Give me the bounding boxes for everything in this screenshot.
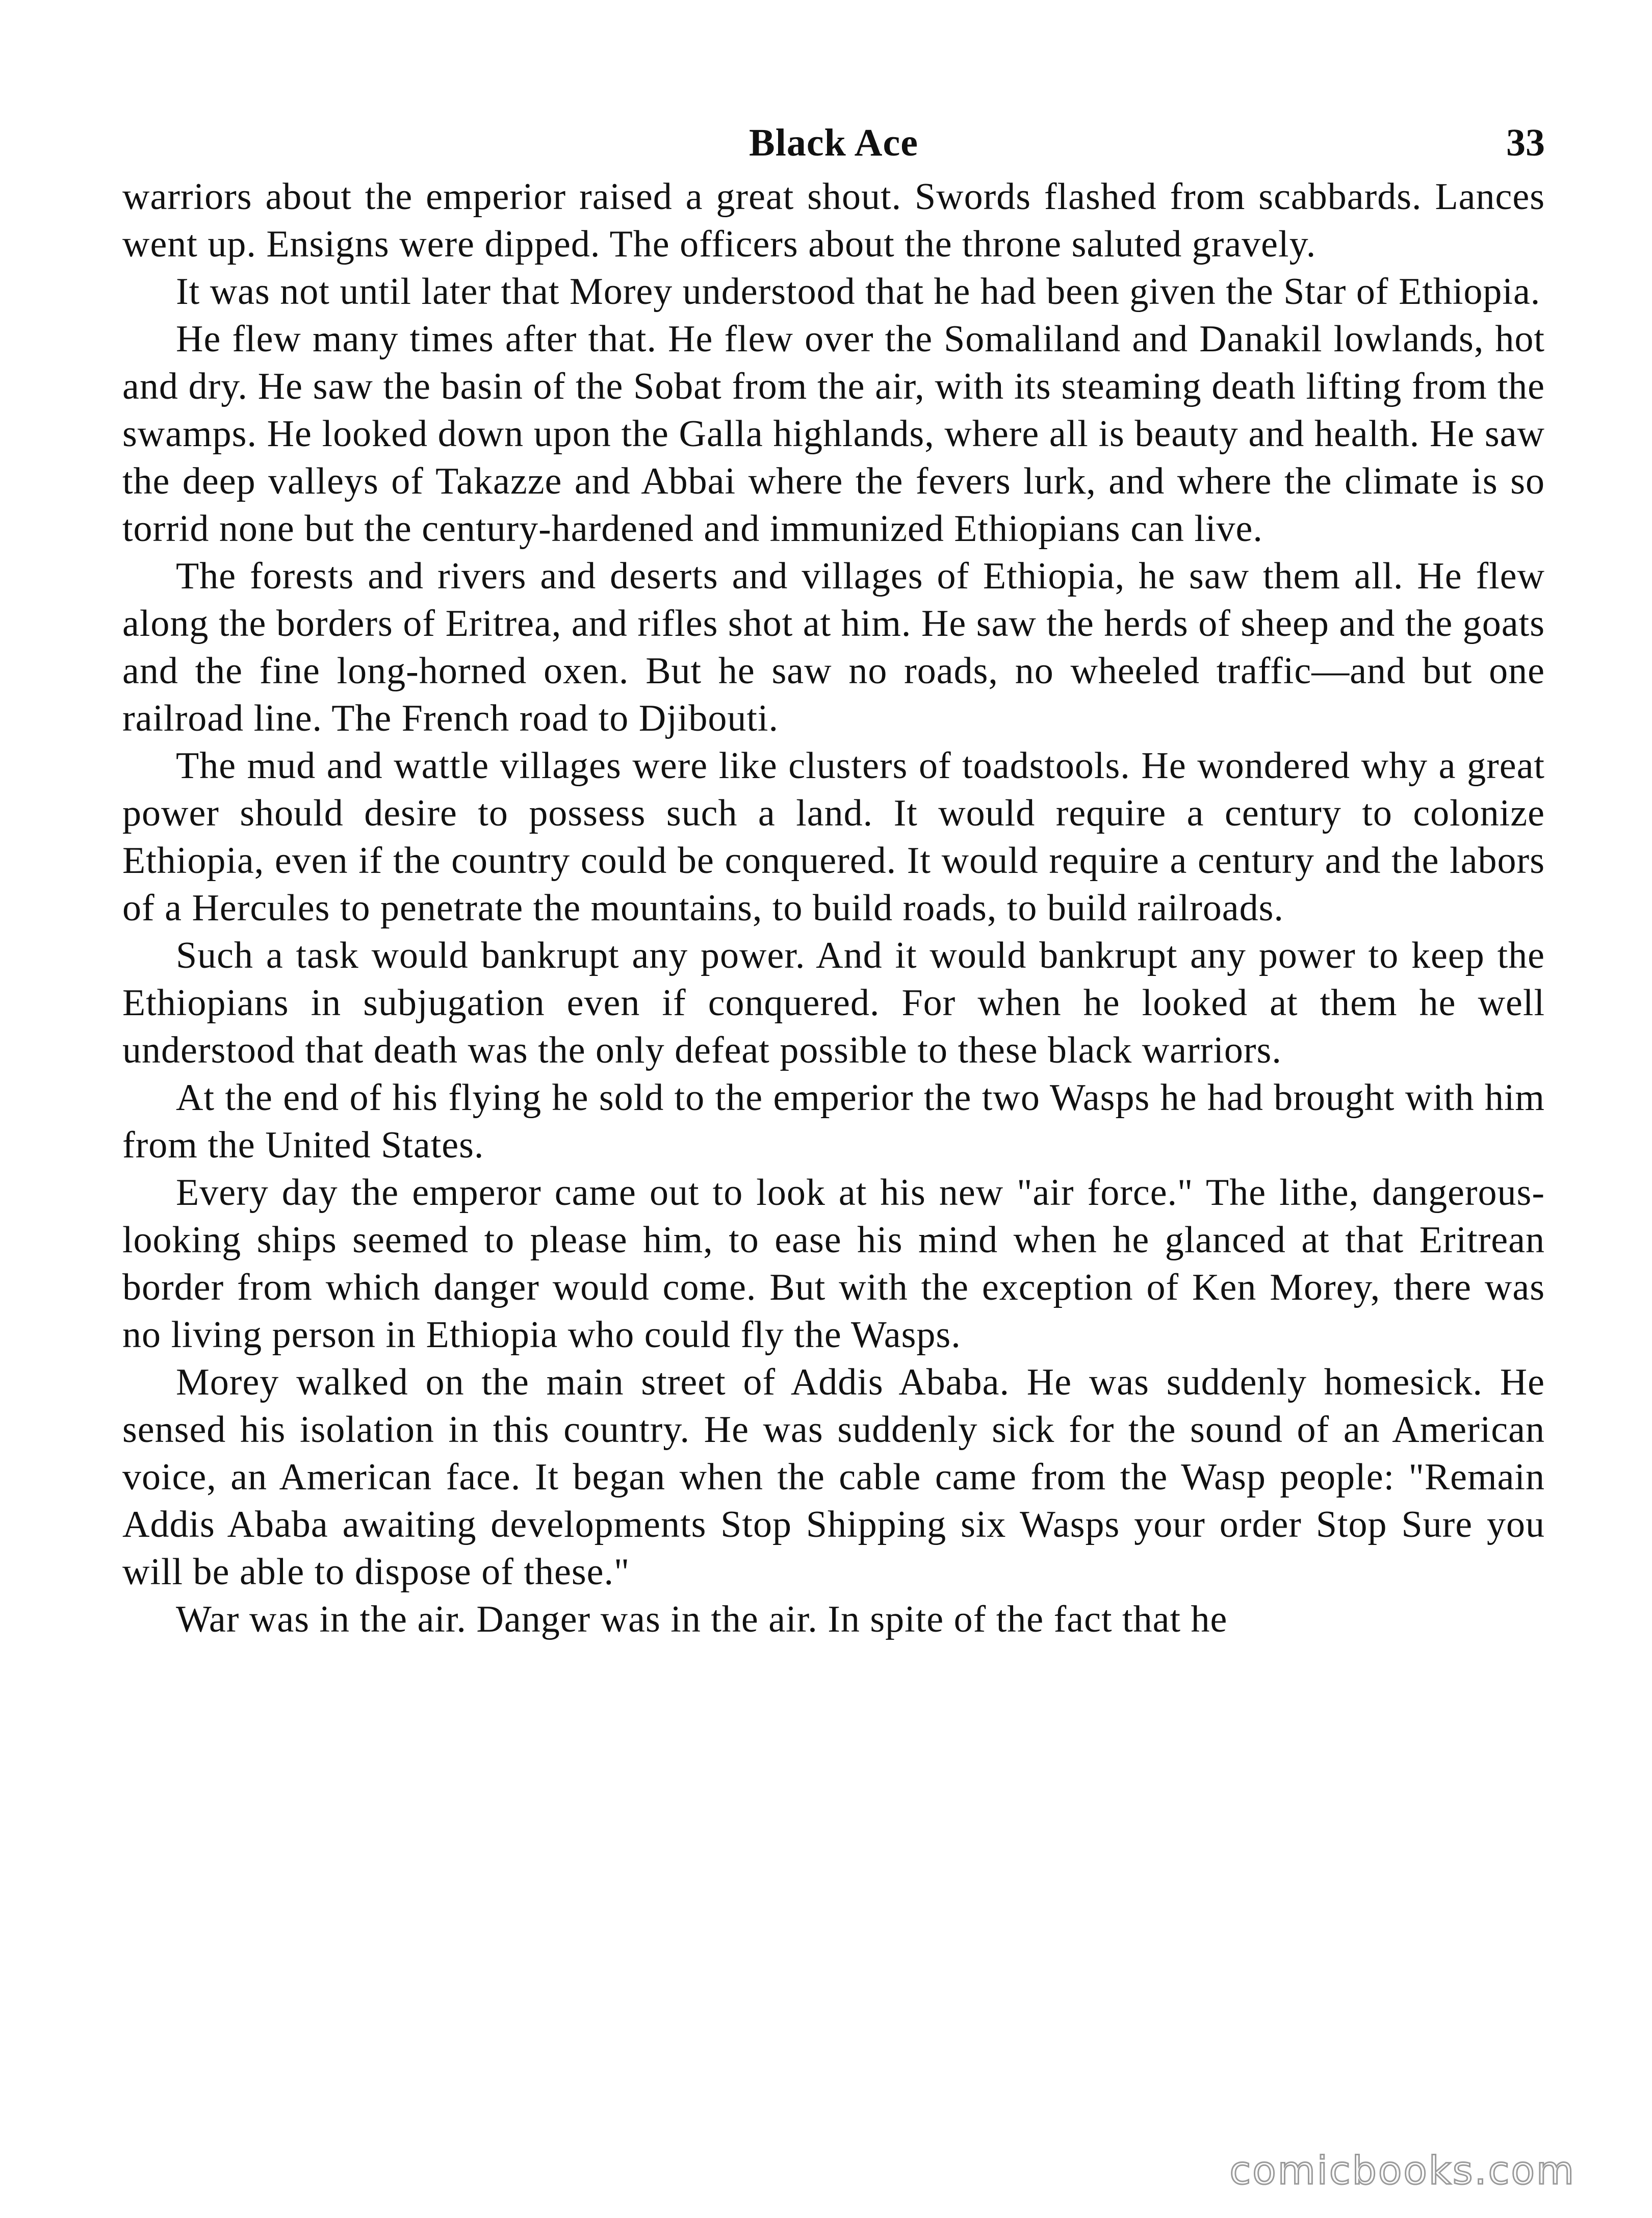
running-title: Black Ace [749,121,918,164]
paragraph: Such a task would bankrupt any power. And it would bankrupt any power to keep the Ethiopians in subjugation even if conquered. For when he looked at them he well understood that death was the only defeat possible to these black warriors. [122,935,1545,1071]
running-head [122,117,1545,173]
site-watermark: comicbooks.com [1229,2148,1576,2193]
paragraph: War was in the air. Danger was in the air. In spite of the fact that he [176,1598,1228,1640]
paragraph: The forests and rivers and deserts and villages of Ethiopia, he saw them all. He flew along the borders of Eritrea, and rifles shot at him. He saw the herds of sheep and the goats and the fine long-horned oxen. But he saw no roads, no wheeled traffic—and but one railroad line. The French road to Djibouti. [122,555,1545,739]
body-text [122,173,1545,1643]
paragraph: Morey walked on the main street of Addis Ababa. He was suddenly homesick. He sensed his isolation in this country. He was suddenly sick for the sound of an American voice, an American face. It began when the cable came from the Wasp people: "Remain Addis Ababa awaiting developments Stop Shipping six Wasps your order Stop Sure you will be able to dispose of these." [122,1361,1545,1593]
paragraph: He flew many times after that. He flew over the Somaliland and Danakil lowlands, hot and dry. He saw the basin of the Sobat from the air, with its steaming death lifting from the swamps. He looked down upon the Galla highlands, where all is beauty and health. He saw the deep valleys of Takazze and Abbai where the fevers lurk, and where the climate is so torrid none but the century-hardened and immunized Ethiopians can live. [122,318,1545,550]
paragraph: Every day the emperor came out to look at his new "air force." The lithe, dangerous-looking ships seemed to please him, to ease his mind when he glanced at that Eritrean border from which danger would come. But with the exception of Ken Morey, there was no living person in Ethiopia who could fly the Wasps. [122,1172,1545,1356]
page-number: 33 [1506,121,1545,164]
paragraph: It was not until later that Morey understood that he had been given the Star of Ethiopia. [176,271,1541,313]
book-page [122,117,1545,1643]
paragraph: At the end of his flying he sold to the emperior the two Wasps he had brought with him from the United States. [122,1077,1545,1166]
paragraph-continued: warriors about the emperior raised a great shout. Swords flashed from scabbards. Lances went up. Ensigns were dipped. The officers about the throne saluted gravely. [122,176,1545,265]
paragraph: The mud and wattle villages were like clusters of toadstools. He wondered why a great power should desire to possess such a land. It would require a century to colonize Ethiopia, even if the country could be conquered. It would require a century and the labors of a Hercules to penetrate the mountains, to build roads, to build railroads. [122,745,1545,929]
